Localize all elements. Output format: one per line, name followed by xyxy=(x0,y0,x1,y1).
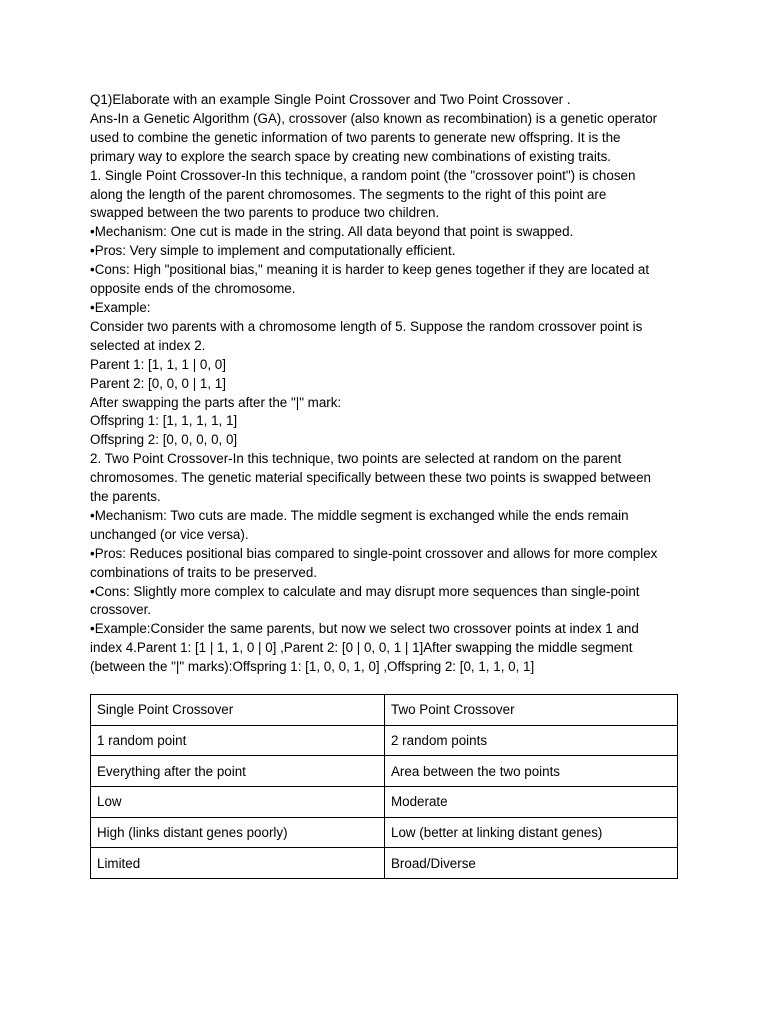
table-cell: Low xyxy=(91,787,385,818)
single-point-example-text: selected at index 2. xyxy=(90,337,206,353)
offspring-1-line: Offspring 1: [1, 1, 1, 1, 1] xyxy=(90,413,238,429)
comparison-table xyxy=(90,694,678,879)
single-point-heading: 1. Single Point Crossover-In this technique, a random point (the "crossover point") is chosen xyxy=(90,167,636,183)
table-cell: Moderate xyxy=(385,787,678,818)
table-row xyxy=(91,695,678,726)
table-row xyxy=(91,756,678,787)
answer-text-line: primary way to explore the search space by creating new combinations of existing traits. xyxy=(90,148,611,164)
single-point-mechanism: •Mechanism: One cut is made in the string. All data beyond that point is swapped. xyxy=(90,224,574,240)
table-cell: 1 random point xyxy=(91,725,385,756)
two-point-text-line: the parents. xyxy=(90,489,161,505)
two-point-pros-cont: combinations of traits to be preserved. xyxy=(90,564,318,580)
two-point-example: (between the "|" marks):Offspring 1: [1, 0, 0, 1, 0] ,Offspring 2: [0, 1, 1, 0, 1] xyxy=(90,659,535,675)
parent-2-line: Parent 2: [0, 0, 0 | 1, 1] xyxy=(90,375,226,391)
offspring-2-line: Offspring 2: [0, 0, 0, 0, 0] xyxy=(90,432,238,448)
parent-1-line: Parent 1: [1, 1, 1 | 0, 0] xyxy=(90,356,226,372)
two-point-text-line: chromosomes. The genetic material specifically between these two points is swapped between xyxy=(90,470,651,486)
table-cell: Two Point Crossover xyxy=(385,695,678,726)
table-cell: Limited xyxy=(91,848,385,879)
single-point-text-line: swapped between the two parents to produce two children. xyxy=(90,205,440,221)
two-point-pros: •Pros: Reduces positional bias compared to single-point crossover and allows for more complex xyxy=(90,545,658,561)
single-point-pros: •Pros: Very simple to implement and computationally efficient. xyxy=(90,243,456,259)
question-heading: Q1)Elaborate with an example Single Point Crossover and Two Point Crossover . xyxy=(90,92,571,107)
two-point-cons: •Cons: Slightly more complex to calculate and may disrupt more sequences than single-point xyxy=(90,583,640,599)
two-point-mechanism: •Mechanism: Two cuts are made. The middle segment is exchanged while the ends remain xyxy=(90,507,629,523)
table-cell: Everything after the point xyxy=(91,756,385,787)
table-row xyxy=(91,817,678,848)
two-point-mechanism-cont: unchanged (or vice versa). xyxy=(90,526,249,542)
table-row xyxy=(91,787,678,818)
two-point-heading: 2. Two Point Crossover-In this technique, two points are selected at random on the parent xyxy=(90,451,622,467)
single-point-cons-cont: opposite ends of the chromosome. xyxy=(90,281,296,297)
two-point-example: index 4.Parent 1: [1 | 1, 1, 0 | 0] ,Parent 2: [0 | 0, 0, 1 | 1]After swapping the middle segment xyxy=(90,640,633,656)
table-cell: Broad/Diverse xyxy=(385,848,678,879)
single-point-example-label: •Example: xyxy=(90,299,151,315)
table-cell: Low (better at linking distant genes) xyxy=(385,817,678,848)
table-cell: Single Point Crossover xyxy=(91,695,385,726)
single-point-cons: •Cons: High "positional bias," meaning it is harder to keep genes together if they are located at xyxy=(90,262,650,278)
single-point-text-line: along the length of the parent chromosomes. The segments to the right of this point are xyxy=(90,186,607,202)
answer-text-line: Ans-In a Genetic Algorithm (GA), crossover (also known as recombination) is a genetic operator xyxy=(90,110,658,126)
document-body xyxy=(90,91,690,677)
table-row xyxy=(91,725,678,756)
single-point-example-text: Consider two parents with a chromosome length of 5. Suppose the random crossover point is xyxy=(90,318,643,334)
table-cell: High (links distant genes poorly) xyxy=(91,817,385,848)
two-point-cons-cont: crossover. xyxy=(90,602,152,618)
swap-note-line: After swapping the parts after the "|" mark: xyxy=(90,394,342,410)
two-point-example: •Example:Consider the same parents, but now we select two crossover points at index 1 and xyxy=(90,621,639,637)
answer-text-line: used to combine the genetic information of two parents to generate new offspring. It is the xyxy=(90,129,621,145)
table-cell: Area between the two points xyxy=(385,756,678,787)
table-cell: 2 random points xyxy=(385,725,678,756)
table-row xyxy=(91,848,678,879)
